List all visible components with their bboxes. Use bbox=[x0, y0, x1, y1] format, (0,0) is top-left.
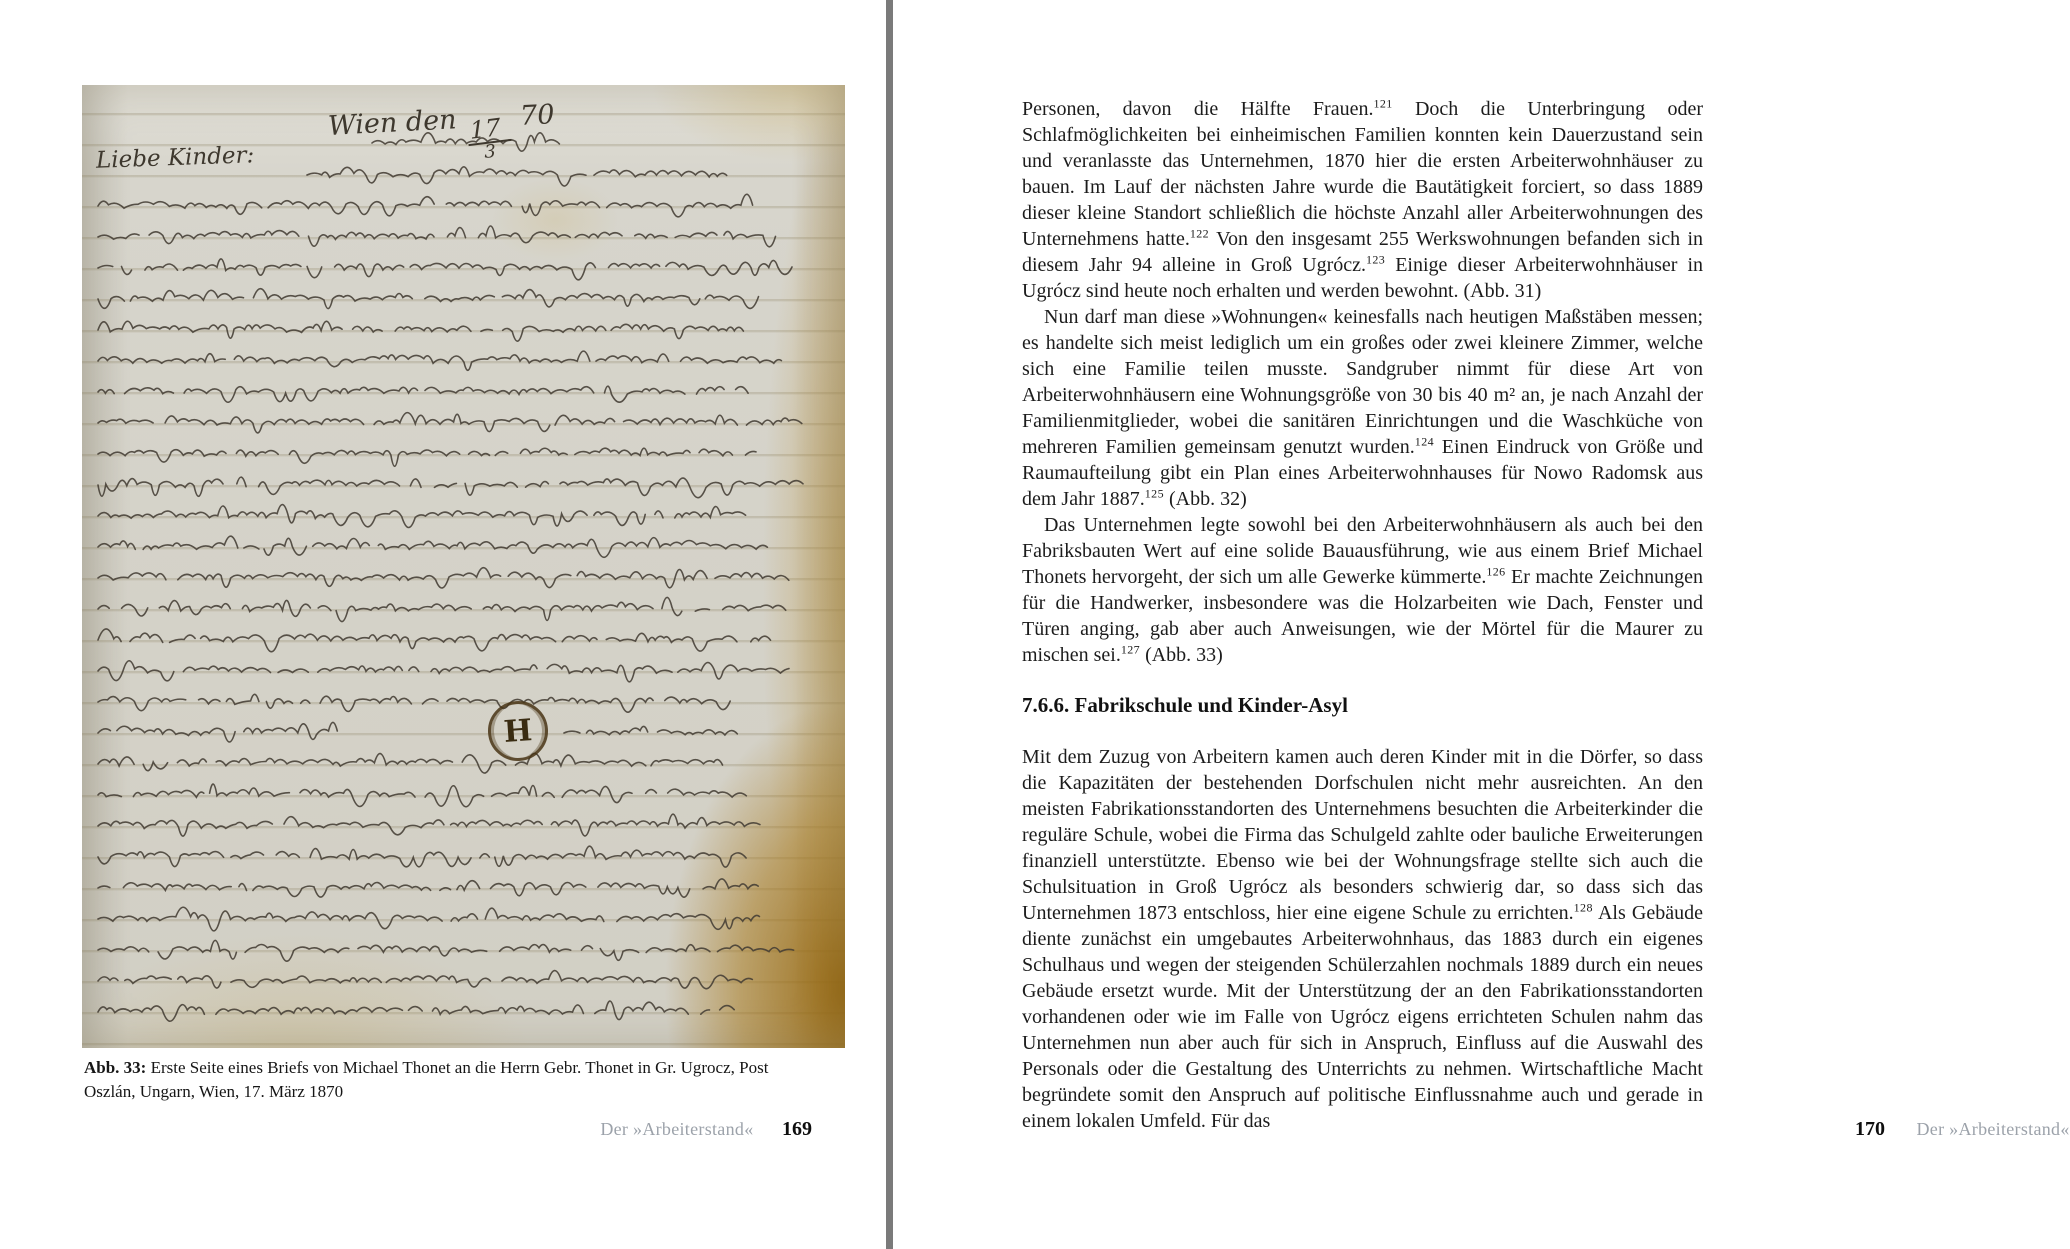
section-heading: 7.6.6. Fabrikschule und Kinder-Asyl bbox=[1022, 693, 1348, 717]
page-number-170: 170 bbox=[1855, 1118, 1885, 1140]
page-left bbox=[0, 0, 886, 1249]
letter-scan bbox=[82, 85, 845, 1048]
letter-date-year: 70 bbox=[519, 99, 556, 132]
body-paragraph: Nun darf man diese »Wohnungen« keinesfalls nach heutigen Maßstäben messen; es handelte sich meist lediglich um ein großes oder zwei kleinere Zimmer, welche sich eine Familie teilen musste. Sandgruber nimmt für diese Art von Arbeiterwohnhäusern eine Wohnungsgröße von 30 bis 40 m² an, je nach Anzahl der Familienmitglieder, wobei die sanitären Einrichtungen und die Waschküche von mehreren Familien gemeinsam genutzt wurden.$^{124}$ Einen Eindruck von Größe und Raumaufteilung gibt ein Plan eines Arbeiterwohnhauses für Nowo Radomsk aus dem Jahr 1887.$^{125}$ (Abb. 32) bbox=[1022, 306, 1703, 510]
body-paragraph: Das Unternehmen legte sowohl bei den Arbeiterwohnhäusern als auch bei den Fabriksbauten Wert auf eine solide Bauausführung, wie aus einem Brief Michael Thonets hervorgeht, der sich um alle Gewerke kümmerte.$^{126}$ Er machte Zeichnungen für die Handwerker, insbesondere was die Holzarbeiten wie Dach, Fenster und Türen anging, gab aber auch Anweisungen, wie der Mörtel für die Maurer zu mischen sei.$^{127}$ (Abb. 33) bbox=[1022, 514, 1703, 666]
footer-right bbox=[1855, 1118, 2070, 1141]
footer-left bbox=[82, 1118, 812, 1141]
letter-date-place: Wien den bbox=[327, 104, 458, 142]
page-right bbox=[893, 0, 2070, 1249]
figure-caption bbox=[84, 1056, 774, 1103]
page-body-text bbox=[1022, 96, 1703, 1134]
body-paragraph: Mit dem Zuzug von Arbeitern kamen auch deren Kinder mit in die Dörfer, so dass die Kapazitäten der bestehenden Dorfschulen nicht mehr ausreichten. An den meisten Fabrikationsstandorten des Unternehmens besuchten die Arbeiterkinder die reguläre Schule, wobei die Firma das Schulgeld zahlte oder bauliche Erweiterungen finanziell unterstützte. Ebenso wie bei der Wohnungsfrage stellte sich auch die Schulsituation in Groß Ugrócz als besonders schwierig dar, so dass sich das Unternehmen 1873 entschloss, hier eine eigene Schule zu errichten.$^{128}$ Als Gebäude diente zunächst ein umgebautes Arbeiterwohnhaus, das 1883 durch ein eigenes Schulhaus und wegen der steigenden Schülerzahlen nochmals 1889 durch ein neues Gebäude ersetzt wurde. Mit der Unterstützung der an den Fabrikationsstandorten vorhandenen oder wie im Falle von Ugrócz eigens errichteten Schulen nahm das Unternehmen nun aber auch für sich in Anspruch, Einfluss auf die Auswahl des Personals oder die Gestaltung des Unterrichts zu nehmen. Wirtschaftliche Macht begründete somit den Anspruch auf politische Einflussnahme auch und gerade in einem lokalen Umfeld. Für das bbox=[1022, 746, 1703, 1132]
page-number-169: 169 bbox=[782, 1118, 812, 1140]
spread-divider bbox=[886, 0, 893, 1249]
figure-caption-text: Erste Seite eines Briefs von Michael Thonet an die Herrn Gebr. Thonet in Gr. Ugrocz, Post Oszlán, Ungarn, Wien, 17. März 1870 bbox=[84, 1058, 769, 1101]
body-paragraph: Personen, davon die Hälfte Frauen.$^{121}$ Doch die Unterbringung oder Schlafmöglichkeiten bei einheimischen Familien konnten kein Dauerzustand sein und veranlasste das Unternehmen, 1870 hier die ersten Arbeiterwohnhäuser zu bauen. Im Lauf der nächsten Jahre wurde die Bautätigkeit forciert, so dass 1889 dieser kleine Standort schließlich die höchste Anzahl aller Arbeiterwohnungen des Unternehmens hatte.$^{122}$ Von den insgesamt 255 Werkswohnungen befanden sich in diesem Jahr 94 alleine in Groß Ugrócz.$^{123}$ Einige dieser Arbeiterwohnhäuser in Ugrócz sind heute noch erhalten und werden bewohnt. (Abb. 31) bbox=[1022, 96, 1704, 302]
letter-salutation: Liebe Kinder: bbox=[95, 142, 255, 174]
circled-h-mark: H bbox=[486, 699, 550, 763]
figure-caption-label: Abb. 33: bbox=[84, 1058, 147, 1077]
running-title-right: Der »Arbeiterstand« bbox=[1916, 1119, 2070, 1139]
running-title-left: Der »Arbeiterstand« bbox=[600, 1119, 754, 1139]
handwriting-strokes bbox=[82, 85, 845, 1048]
letter-date-fraction: $\frac{17}{3}$ bbox=[467, 115, 512, 162]
